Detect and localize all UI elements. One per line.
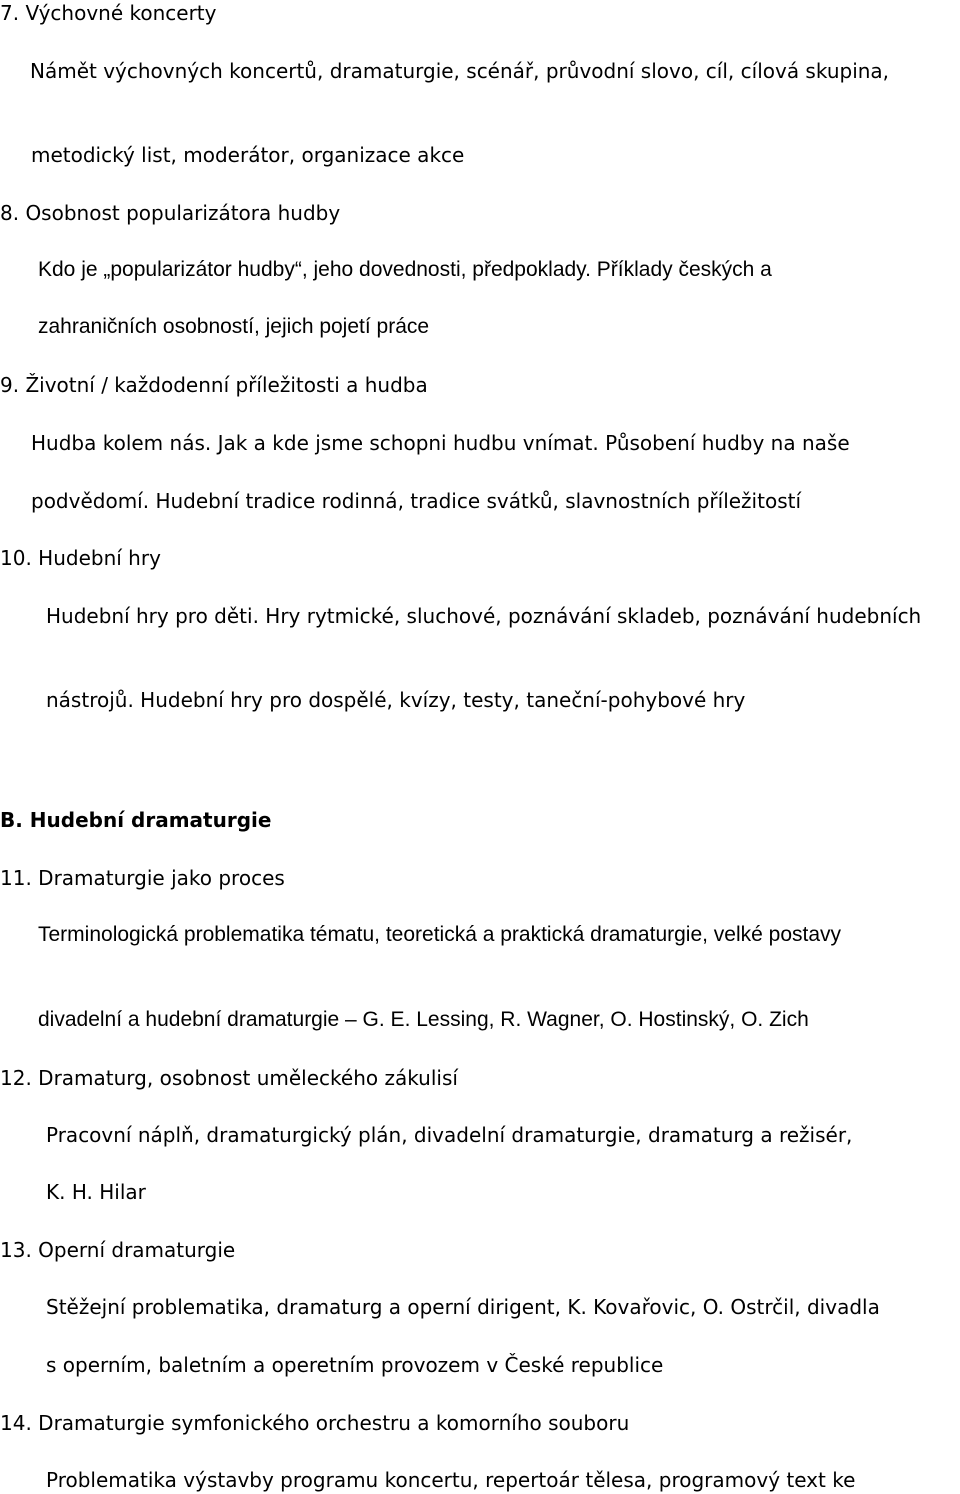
section-10-line-2: nástrojů. Hudební hry pro dospělé, kvízy, testy, taneční-pohybové hry [46, 688, 746, 712]
section-heading-13: 13. Operní dramaturgie [0, 1238, 236, 1262]
section-11-line-1: Terminologická problematika tématu, teoretická a praktická dramaturgie, velké postavy [38, 923, 842, 946]
section-8-line-1: Kdo je „popularizátor hudby“, jeho dovednosti, předpoklady. Příklady českých a [38, 258, 772, 281]
section-14-line-1: Problematika výstavby programu koncertu, repertoár tělesa, programový text ke [46, 1468, 856, 1492]
section-heading-7: 7. Výchovné koncerty [0, 1, 217, 25]
section-13-line-1: Stěžejní problematika, dramaturg a operní dirigent, K. Kovařovic, O. Ostrčil, divadla [46, 1295, 880, 1319]
section-heading-9: 9. Životní / každodenní příležitosti a hudba [0, 373, 428, 397]
section-8-line-2: zahraničních osobností, jejich pojetí práce [38, 315, 430, 338]
section-heading-8: 8. Osobnost popularizátora hudby [0, 201, 341, 225]
section-7-line-2: metodický list, moderátor, organizace akce [31, 143, 465, 167]
section-heading-14: 14. Dramaturgie symfonického orchestru a komorního souboru [0, 1411, 630, 1435]
section-11-line-2: divadelní a hudební dramaturgie – G. E. Lessing, R. Wagner, O. Hostinský, O. Zich [38, 1008, 809, 1031]
part-b-heading: B. Hudební dramaturgie [0, 808, 272, 832]
section-13-line-2: s operním, baletním a operetním provozem v České republice [46, 1353, 664, 1377]
section-12-line-1: Pracovní náplň, dramaturgický plán, divadelní dramaturgie, dramaturg a režisér, [46, 1123, 853, 1147]
section-heading-10: 10. Hudební hry [0, 546, 161, 570]
section-7-line-1: Námět výchovných koncertů, dramaturgie, scénář, průvodní slovo, cíl, cílová skupina, [30, 59, 890, 83]
section-9-line-1: Hudba kolem nás. Jak a kde jsme schopni hudbu vnímat. Působení hudby na naše [31, 431, 850, 455]
section-12-line-2: K. H. Hilar [46, 1180, 146, 1204]
section-10-line-1: Hudební hry pro děti. Hry rytmické, sluchové, poznávání skladeb, poznávání hudebních [46, 604, 922, 628]
section-9-line-2: podvědomí. Hudební tradice rodinná, tradice svátků, slavnostních příležitostí [31, 489, 802, 513]
section-heading-11: 11. Dramaturgie jako proces [0, 866, 285, 890]
section-heading-12: 12. Dramaturg, osobnost uměleckého zákulisí [0, 1066, 458, 1090]
